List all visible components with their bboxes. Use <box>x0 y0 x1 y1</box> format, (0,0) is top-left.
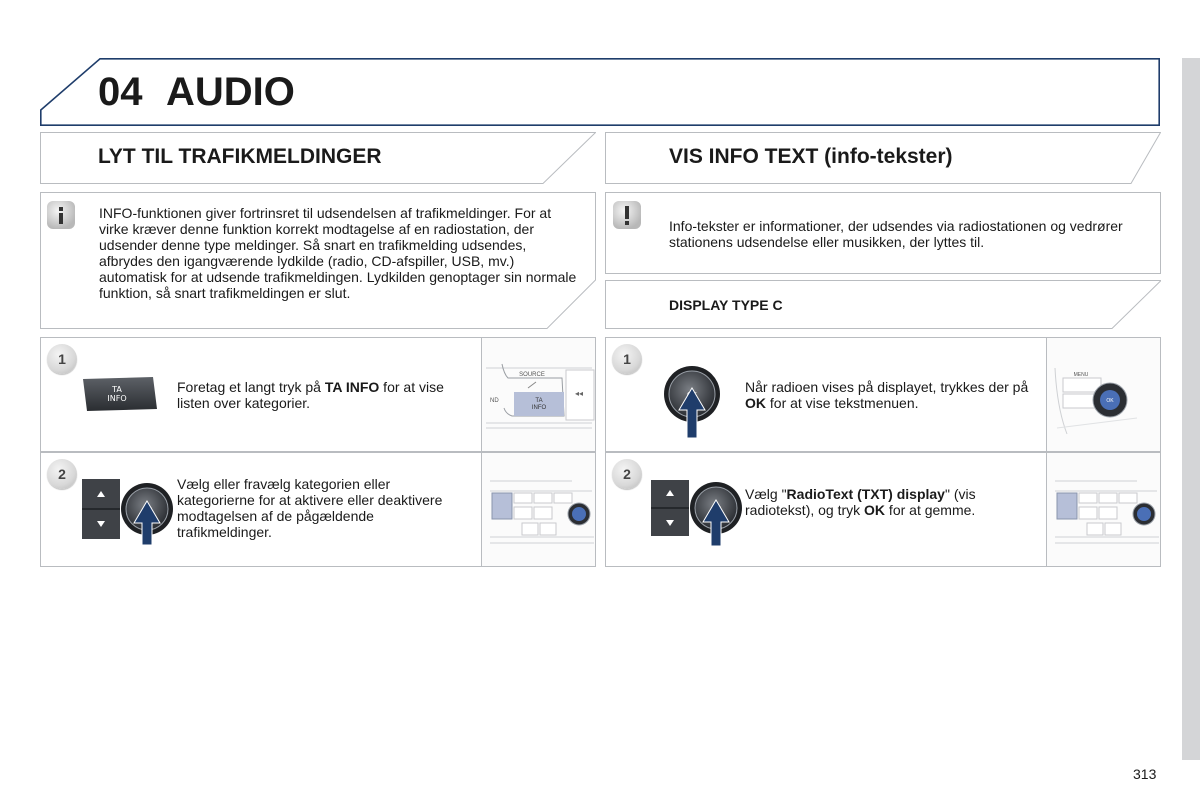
chapter-header <box>40 58 1160 126</box>
ok-knob-arrows-image <box>82 479 192 545</box>
radio-panel-photo <box>481 338 595 451</box>
step-2-box <box>40 452 596 567</box>
display-type-header <box>605 280 1161 329</box>
step-2-text: Vælg "RadioText (TXT) display" (vis radiotekst), og tryk OK for at gemme. <box>745 486 976 518</box>
info-text: INFO-funktionen giver fortrinsret til udsendelsen af trafikmeldinger. For at virke kræver denne funktion korrekt modtagelse af en radiostation, der udsender denne type meldinger. Så snart en trafikmelding udsendes, afbrydes den igangværende lydkilde (radio, CD-afspiller, USB, mv.) automatisk for at udsende trafikmeldingen. Lydkilden genoptager sin normale funktion, så snart trafikmeldingen er slut. <box>99 205 577 301</box>
radio-panel-photo <box>1046 453 1160 566</box>
section-header-info-text <box>605 132 1161 184</box>
chapter-side-tab <box>1182 58 1200 760</box>
photo-nd-label: ND <box>490 398 499 404</box>
step-1-text: Foretag et langt tryk på TA INFO for at vise listen over kategorier. <box>177 379 444 411</box>
photo-ok-label: OK <box>1106 398 1114 404</box>
page-number: 313 <box>1133 766 1157 782</box>
step-number-badge: 1 <box>612 344 642 374</box>
svg-text:TA: TA <box>112 385 122 394</box>
svg-text:INFO: INFO <box>107 394 127 403</box>
chapter-title: AUDIO <box>166 70 295 114</box>
warning-icon <box>612 200 642 230</box>
photo-ta-label: TA <box>535 398 543 404</box>
step-number-badge: 1 <box>47 344 77 374</box>
info-icon <box>46 200 76 230</box>
photo-info-label: INFO <box>531 405 547 411</box>
step-1-box <box>605 337 1161 452</box>
radio-panel-photo <box>481 453 595 566</box>
step-number-badge: 2 <box>47 459 77 489</box>
warning-text: Info-tekster er informationer, der udsendes via radiostationen og vedrører stationens udsendelse eller musikken, der lyttes til. <box>669 218 1123 250</box>
section-title: VIS INFO TEXT (info-tekster) <box>669 145 953 168</box>
photo-source-label: SOURCE <box>519 372 545 378</box>
ta-info-button-image <box>83 377 159 413</box>
step-number-badge: 2 <box>612 459 642 489</box>
radio-panel-photo <box>1046 338 1160 451</box>
ok-knob-image <box>661 366 723 438</box>
step-1-box <box>40 337 596 452</box>
step-2-text: Vælg eller fravælg kategorien eller kategorierne for at aktivere eller deaktivere modtagelsen af de pågældende trafikmeldinger. <box>177 476 443 540</box>
warning-box <box>605 192 1161 274</box>
chapter-number: 04 <box>98 70 143 114</box>
step-1-text: Når radioen vises på displayet, trykkes der på OK for at vise tekstmenuen. <box>745 379 1029 411</box>
display-type-label: DISPLAY TYPE C <box>669 297 783 313</box>
section-title: LYT TIL TRAFIKMELDINGER <box>98 145 382 168</box>
info-box <box>40 192 596 329</box>
photo-rewind-label: ◂◂ <box>574 389 584 398</box>
photo-menu-label: MENU <box>1073 372 1089 378</box>
section-header-traffic <box>40 132 596 184</box>
step-2-box <box>605 452 1161 567</box>
